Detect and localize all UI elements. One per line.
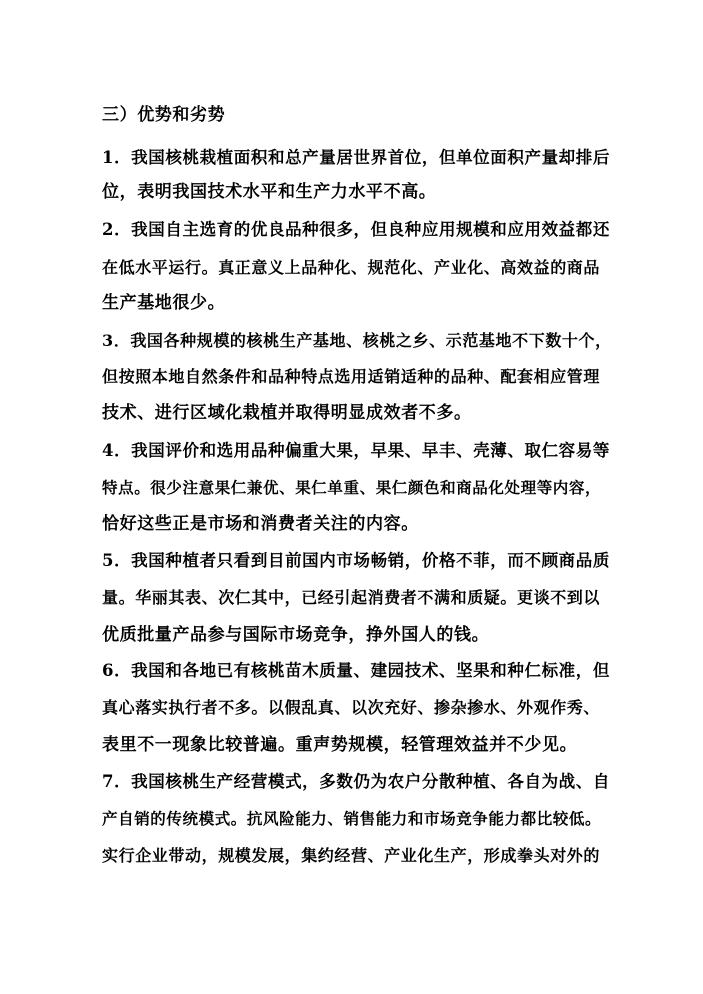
item-1-line-1: 1．我国核桃栽植面积和总产量居世界首位，但单位面积产量却排后 <box>102 148 610 167</box>
item-4-line-1: 4．我国评价和选用品种偏重大果，早果、早丰、壳薄、取仁容易等 <box>102 441 610 460</box>
section-heading: 三）优势和劣势 <box>102 105 226 125</box>
item-2-line-2: 在低水平运行。真正意义上品种化、规范化、产业化、高效益的商品 <box>102 258 601 277</box>
item-4-line-3: 恰好这些正是市场和消费者关注的内容。 <box>102 514 419 534</box>
item-3-line-2: 但按照本地自然条件和品种特点选用适销适种的品种、配套相应管理 <box>102 367 601 386</box>
item-7-line-3: 实行企业带动，规模发展，集约经营、产业化生产，形成拳头对外的 <box>102 846 601 865</box>
item-6-line-2: 真心落实执行者不多。以假乱真、以次充好、掺杂掺水、外观作秀、 <box>102 698 601 717</box>
item-7-line-2: 产自销的传统模式。抗风险能力、销售能力和市场竞争能力都比较低。 <box>102 809 602 828</box>
item-7-line-1: 7．我国核桃生产经营模式，多数仍为农户分散种植、各自为战、自 <box>102 772 610 791</box>
item-4-line-2: 特点。很少注意果仁兼优、果仁单重、果仁颜色和商品化处理等内容， <box>102 478 602 497</box>
item-6-line-1: 6．我国和各地已有核桃苗木质量、建园技术、坚果和种仁标准，但 <box>102 661 610 680</box>
item-5-line-2: 量。华丽其表、次仁其中，已经引起消费者不满和质疑。更谈不到以 <box>102 588 601 607</box>
item-2-line-3: 生产基地很少。 <box>102 293 226 313</box>
item-1-line-2: 位，表明我国技术水平和生产力水平不高。 <box>102 182 437 202</box>
item-3-line-3: 技术、进行区域化栽植并取得明显成效者不多。 <box>102 403 472 423</box>
item-3-line-1: 3．我国各种规模的核桃生产基地、核桃之乡、示范基地不下数十个， <box>102 331 612 350</box>
item-5-line-1: 5．我国种植者只看到目前国内市场畅销，价格不菲，而不顾商品质 <box>102 551 610 570</box>
item-5-line-3: 优质批量产品参与国际市场竞争，挣外国人的钱。 <box>102 625 490 645</box>
item-6-line-3: 表里不一现象比较普遍。重声势规模，轻管理效益并不少见。 <box>102 735 578 755</box>
item-2-line-1: 2．我国自主选育的优良品种很多，但良种应用规模和应用效益都还 <box>102 220 610 239</box>
